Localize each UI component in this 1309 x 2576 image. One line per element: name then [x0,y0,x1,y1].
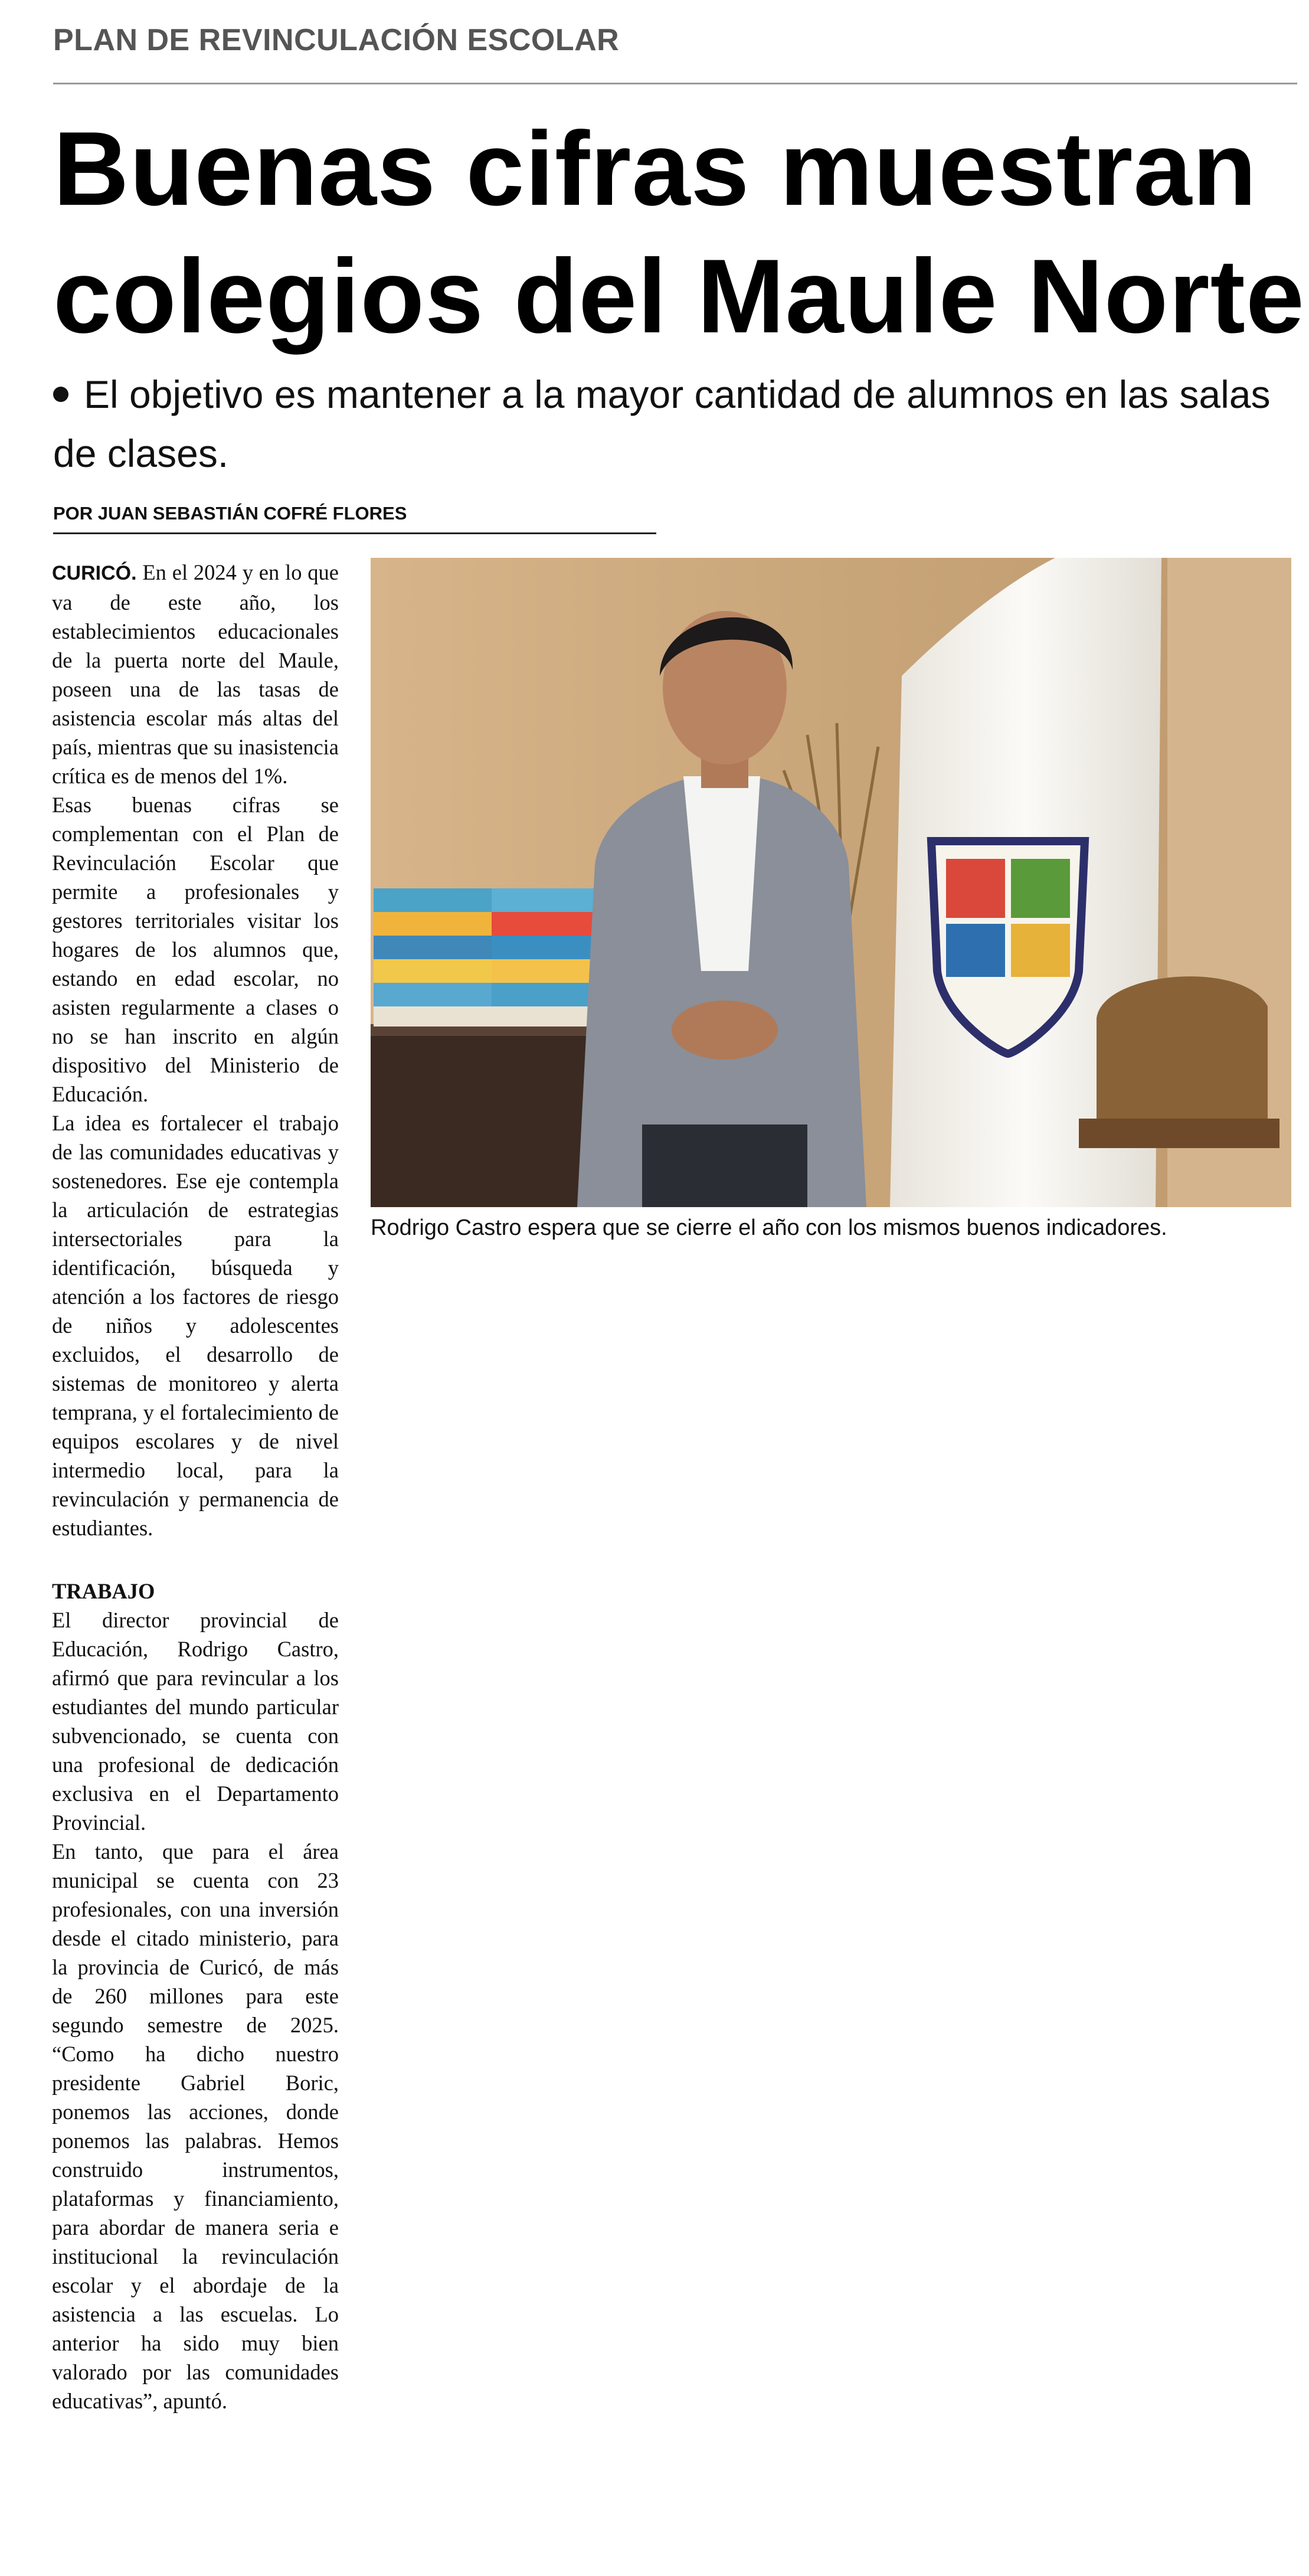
photo-of-speaker-icon [371,558,1291,1207]
subheadline-text: El objetivo es mantener a la mayor cantidad de alumnos en las salas de clases. [53,372,1271,475]
section-subtitle: TRABAJO [52,1579,155,1603]
paragraph: El director provincial de Educación, Rodrigo Castro, afirmó que para revincular a los estudiantes del mundo particular subvencionado, se cuenta con una profesional de dedicación exclusiva en el Departamento Provincial. [52,1608,339,1835]
paragraph: En tanto, que para el área municipal se cuenta con 23 profesionales, con una inversión desde el citado ministerio, para la provincia de Curicó, de más de 260 millones para este segundo semestre de 2025. “Como ha dicho nuestro presidente Gabriel Boric, ponemos las acciones, donde ponemos las palabras. Hemos construido instrumentos, plataformas y financiamiento, para abordar de manera seria e institucional la revinculación escolar y el abordaje de la asistencia a las escuelas. Lo anterior ha sido muy bien valorado por las comunidades educativas”, apuntó. [52,1839,339,2413]
article-body [52,558,339,2415]
subheadline [53,365,1275,483]
dateline: CURICÓ. [52,562,137,584]
byline-divider [53,532,656,534]
paragraph [52,558,339,790]
section-label: PLAN DE REVINCULACIÓN ESCOLAR [53,23,620,57]
headline-line-1: Buenas cifras muestran [53,110,1258,227]
paragraph-text: En el 2024 y en lo que va de este año, los establecimientos educacionales de la puerta norte del Maule, poseen una de las tasas de asistencia escolar más altas del país, mientras que su inasistencia crítica es de menos del 1%. [52,560,339,788]
bullet-icon [53,387,68,402]
top-divider [53,83,1297,84]
headline-line-2: colegios del Maule Norte [53,237,1305,355]
headline [53,105,1304,360]
photo-caption: Rodrigo Castro espera que se cierre el año con los mismos buenos indicadores. [371,1215,1167,1240]
paragraph: La idea es fortalecer el trabajo de las comunidades educativas y sostenedores. Ese eje contempla la articulación de estrategias intersectoriales para la identificación, búsqueda y atención a los factores de riesgo de niños y adolescentes excluidos, el desarrollo de sistemas de monitoreo y alerta temprana, y el fortalecimiento de equipos escolares y de nivel intermedio local, para la revinculación y permanencia de estudiantes. [52,1111,339,1540]
byline: POR JUAN SEBASTIÁN COFRÉ FLORES [53,503,407,524]
paragraph: Esas buenas cifras se complementan con el Plan de Revinculación Escolar que permite a profesionales y gestores territoriales visitar los hogares de los alumnos que, estando en edad escolar, no asisten regularmente a clases o no se han inscrito en algún dispositivo del Ministerio de Educación. [52,793,339,1106]
article-photo [371,558,1291,1207]
